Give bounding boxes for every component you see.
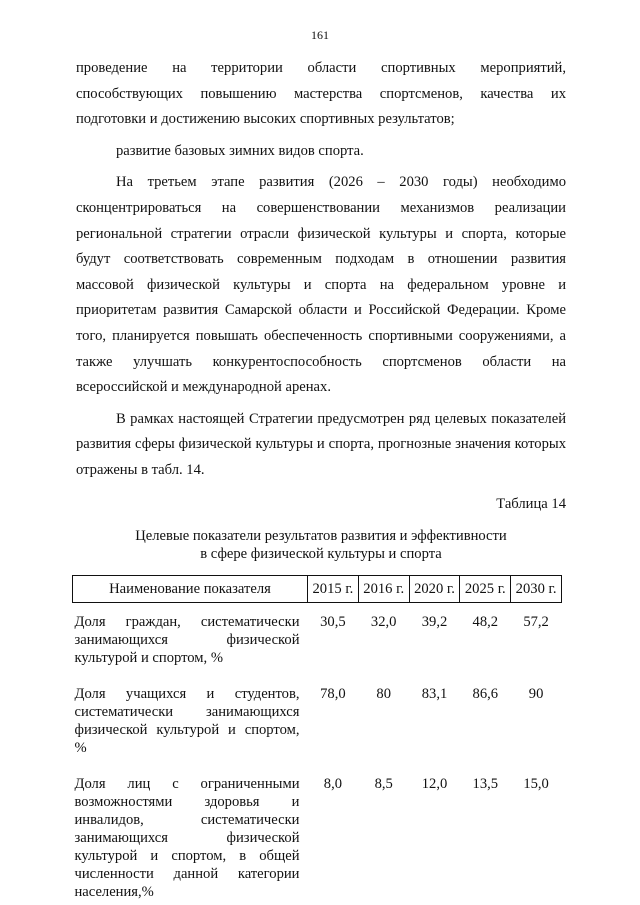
document-body [76, 56, 566, 901]
value-2015: 78,0 [320, 686, 346, 703]
value-2030: 57,2 [523, 614, 549, 631]
table-title-line-2: в сфере физической культуры и спорта [200, 546, 442, 563]
value-2016: 8,5 [374, 776, 393, 793]
header-indicator-name: Наименование показателя [73, 576, 308, 603]
header-year-2020: 2020 г. [409, 576, 460, 603]
value-2016: 32,0 [370, 614, 397, 631]
value-2030: 90 [528, 686, 544, 703]
header-year-2015: 2015 г. [308, 576, 359, 603]
paragraph-3: На третьем этапе развития (2026 – 2030 годы) необходимо сконцентрироваться на совершенствовании механизмов реализации региональной стратегии отрасли физической культуры и спорта, которые будут соответствовать современным подходам в отношении развития массовой физической культуры и спорта на федеральном уровне и приоритетам развития Самарской области и Российской Федерации. Кроме того, планируется повышать обеспеченность спортивными сооружениями, а также улучшать конкурентоспособность спортсменов области на всероссийской и международной аренах. [76, 174, 566, 396]
indicators-table [72, 575, 562, 901]
table-row [73, 603, 562, 668]
table-title [76, 527, 566, 563]
value-2015: 30,5 [320, 614, 346, 631]
table-title-line-1: Целевые показатели результатов развития и эффективности [135, 528, 507, 545]
table-row [73, 757, 562, 901]
value-2015: 8,0 [323, 776, 343, 793]
value-2020: 83,1 [421, 686, 448, 703]
table-label: Таблица 14 [496, 495, 566, 512]
value-2025: 48,2 [472, 614, 499, 631]
header-year-2030: 2030 г. [511, 576, 562, 603]
table-row [73, 667, 562, 757]
value-2020: 12,0 [421, 776, 448, 793]
table-header-row [73, 576, 562, 603]
value-2030: 15,0 [523, 776, 549, 793]
value-2025: 86,6 [472, 686, 499, 703]
value-2025: 13,5 [472, 776, 499, 793]
paragraph-2: развитие базовых зимних видов спорта. [116, 142, 364, 159]
paragraph-1: проведение на территории области спортивных мероприятий, способствующих повышению мастерства спортсменов, качества их подготовки и достижению высоких спортивных результатов; [76, 60, 566, 128]
value-2016: 80 [376, 686, 391, 703]
indicator-name: Доля граждан, систематически занимающихся физической культурой и спортом, % [74, 614, 300, 667]
value-2020: 39,2 [421, 614, 448, 631]
header-year-2025: 2025 г. [460, 576, 511, 603]
header-year-2016: 2016 г. [358, 576, 409, 603]
page-number: 161 [311, 28, 329, 42]
indicator-name: Доля лиц с ограниченными возможностями здоровья и инвалидов, систематически занимающихся физической культурой и спортом, в общей численности данной категории населения,% [74, 776, 300, 901]
indicator-name: Доля учащихся и студентов, систематически занимающихся физической культурой и спортом, % [74, 686, 300, 757]
paragraph-4: В рамках настоящей Стратегии предусмотрен ряд целевых показателей развития сферы физической культуры и спорта, прогнозные значения которых отражены в табл. 14. [76, 410, 566, 478]
